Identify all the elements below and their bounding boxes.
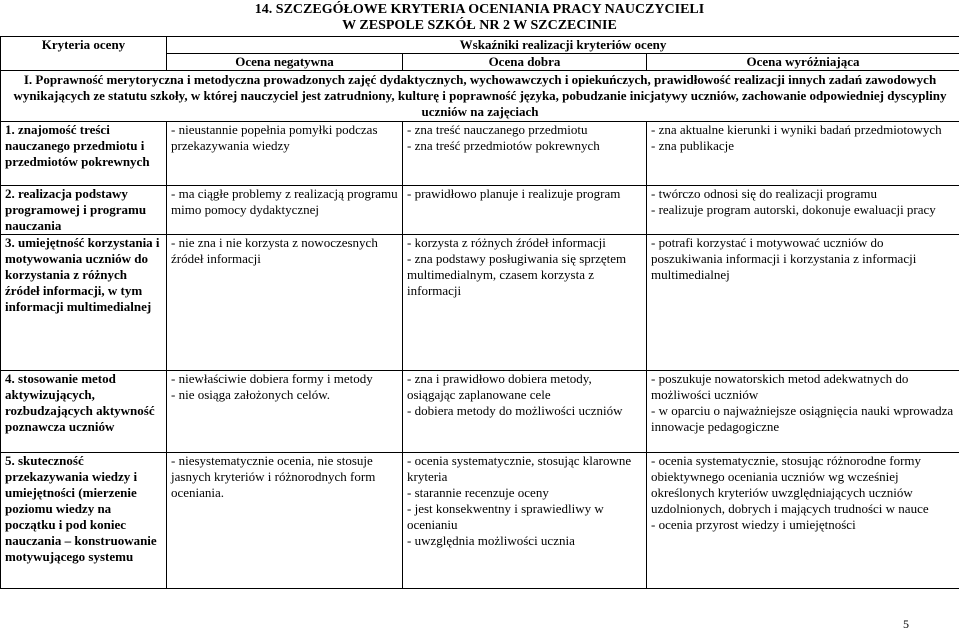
distinguished-indicator: - twórczo odnosi się do realizacji programu — [651, 186, 955, 202]
criteria-rows — [1, 122, 959, 589]
document-subtitle: W ZESPOLE SZKÓŁ NR 2 W SZCZECINIE — [0, 18, 959, 34]
distinguished-indicator: - w oparciu o najważniejsze osiągnięcia nauki wprowadza innowacje pedagogiczne — [651, 403, 955, 435]
header-distinguished: Ocena wyróżniająca — [647, 54, 959, 71]
good-indicator-cell — [403, 186, 647, 235]
criteria-row — [1, 371, 959, 453]
distinguished-indicator-cell — [647, 235, 959, 371]
header-negative: Ocena negatywna — [167, 54, 403, 71]
good-indicator: - starannie recenzuje oceny — [407, 485, 642, 501]
negative-indicator-cell — [167, 235, 403, 371]
negative-indicator-cell — [167, 122, 403, 186]
criteria-row — [1, 122, 959, 186]
distinguished-indicator: - realizuje program autorski, dokonuje ewaluacji pracy — [651, 202, 955, 218]
good-indicator-cell — [403, 371, 647, 453]
good-indicator: - zna treść nauczanego przedmiotu — [407, 122, 642, 138]
negative-indicator: - nie zna i nie korzysta z nowoczesnych źródeł informacji — [171, 235, 398, 267]
distinguished-indicator: - ocenia przyrost wiedzy i umiejętności — [651, 517, 955, 533]
negative-indicator: - nie osiąga założonych celów. — [171, 387, 398, 403]
criterion-cell: 3. umiejętność korzystania i motywowania uczniów do korzystania z różnych źródeł informacji, w tym informacji multimedialnej — [1, 235, 167, 371]
distinguished-indicator: - potrafi korzystać i motywować uczniów do poszukiwania informacji i korzystania z informacji multimedialnej — [651, 235, 955, 283]
good-indicator: - zna i prawidłowo dobiera metody, osiągając zaplanowane cele — [407, 371, 642, 403]
criteria-row — [1, 235, 959, 371]
criterion-cell: 1. znajomość treści nauczanego przedmiotu i przedmiotów pokrewnych — [1, 122, 167, 186]
criterion-cell: 5. skuteczność przekazywania wiedzy i umiejętności (mierzenie poziomu wiedzy na początku i pod koniec nauczania – konstruowanie motywującego systemu — [1, 453, 167, 589]
distinguished-indicator-cell — [647, 371, 959, 453]
good-indicator: - uwzględnia możliwości ucznia — [407, 533, 642, 549]
good-indicator: - zna podstawy posługiwania się sprzętem multimedialnym, czasem korzysta z informacji — [407, 251, 642, 299]
criteria-row — [1, 186, 959, 235]
distinguished-indicator-cell — [647, 453, 959, 589]
header-criteria-spacer — [1, 54, 167, 71]
distinguished-indicator-cell — [647, 122, 959, 186]
distinguished-indicator: - zna publikacje — [651, 138, 955, 154]
good-indicator-cell — [403, 235, 647, 371]
good-indicator: - dobiera metody do możliwości uczniów — [407, 403, 642, 419]
negative-indicator-cell — [167, 371, 403, 453]
good-indicator: - korzysta z różnych źródeł informacji — [407, 235, 642, 251]
distinguished-indicator-cell — [647, 186, 959, 235]
good-indicator-cell — [403, 122, 647, 186]
good-indicator: - jest konsekwentny i sprawiedliwy w ocenianiu — [407, 501, 642, 533]
good-indicator: - ocenia systematycznie, stosując klarowne kryteria — [407, 453, 642, 485]
page-number: 5 — [903, 617, 909, 632]
header-indicators: Wskaźniki realizacji kryteriów oceny — [167, 37, 959, 54]
criterion-cell: 4. stosowanie metod aktywizujących, rozbudzających aktywność poznawcza uczniów — [1, 371, 167, 453]
header-criteria: Kryteria oceny — [1, 37, 167, 54]
good-indicator: - zna treść przedmiotów pokrewnych — [407, 138, 642, 154]
good-indicator: - prawidłowo planuje i realizuje program — [407, 186, 642, 202]
criterion-cell: 2. realizacja podstawy programowej i programu nauczania — [1, 186, 167, 235]
negative-indicator: - niewłaściwie dobiera formy i metody — [171, 371, 398, 387]
criteria-row — [1, 453, 959, 589]
distinguished-indicator: - ocenia systematycznie, stosując różnorodne formy obiektywnego oceniania uczniów wg wcześniej określonych kryteriów uwzględniających uczniów uzdolnionych, dobrych i mających trudności w nauce — [651, 453, 955, 517]
header-good: Ocena dobra — [403, 54, 647, 71]
document-title: 14. SZCZEGÓŁOWE KRYTERIA OCENIANIA PRACY NAUCZYCIELI — [0, 2, 959, 18]
negative-indicator-cell — [167, 186, 403, 235]
negative-indicator: - nieustannie popełnia pomyłki podczas przekazywania wiedzy — [171, 122, 398, 154]
criteria-table — [0, 36, 959, 589]
negative-indicator-cell — [167, 453, 403, 589]
section-heading: I. Poprawność merytoryczna i metodyczna prowadzonych zajęć dydaktycznych, wychowawczych i opiekuńczych, prawidłowość realizacji innych zadań zawodowych wynikających ze statutu szkoły, w której nauczyciel jest zatrudniony, kulturę i poprawność języka, pobudzanie inicjatywy uczniów, zachowanie odpowiedniej dyscypliny uczniów na zajęciach — [1, 71, 959, 122]
negative-indicator: - niesystematycznie ocenia, nie stosuje jasnych kryteriów i różnorodnych form oceniania. — [171, 453, 398, 501]
good-indicator-cell — [403, 453, 647, 589]
distinguished-indicator: - poszukuje nowatorskich metod adekwatnych do możliwości uczniów — [651, 371, 955, 403]
negative-indicator: - ma ciągłe problemy z realizacją programu mimo pomocy dydaktycznej — [171, 186, 398, 218]
distinguished-indicator: - zna aktualne kierunki i wyniki badań przedmiotowych — [651, 122, 955, 138]
